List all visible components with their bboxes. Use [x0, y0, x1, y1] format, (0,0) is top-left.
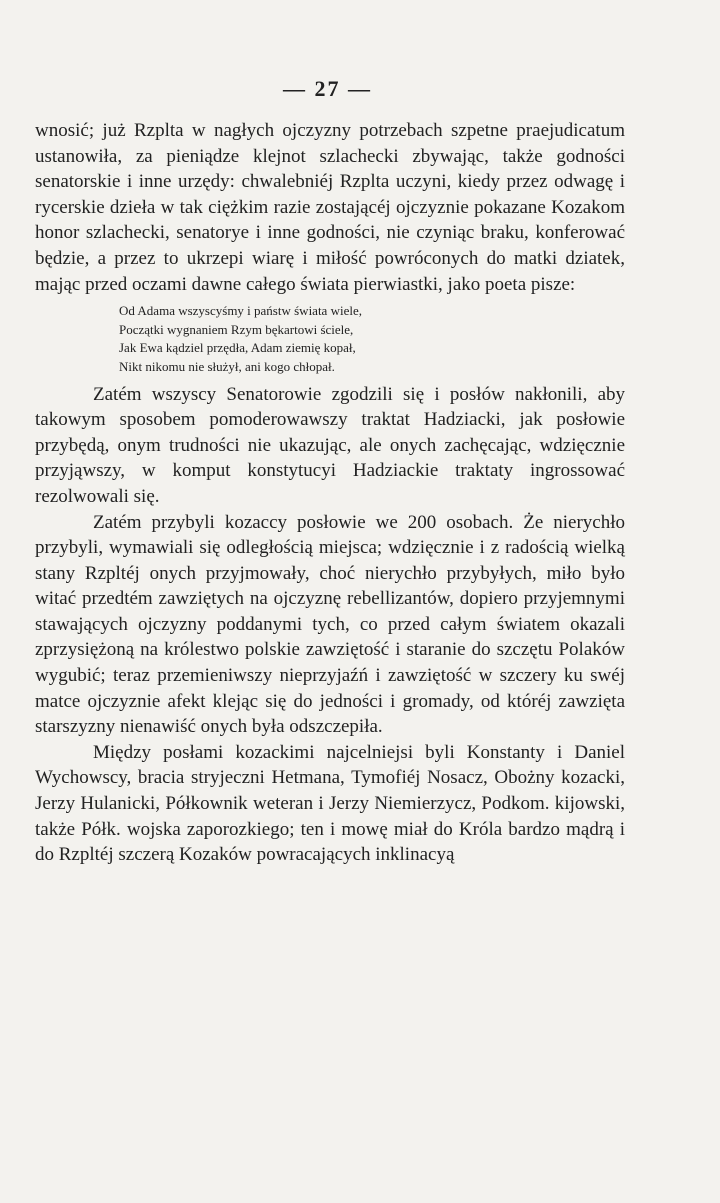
poem-line: Od Adama wszyscyśmy i państw świata wiele, [119, 303, 362, 319]
poem-line: Początki wygnaniem Rzym bękartowi ściele, [119, 321, 354, 337]
paragraph-continuation: wnosić; już Rzplta w nagłych ojczyzny potrzebach szpetne praejudicatum ustanowiła, za pieniądze klejnot szlachecki zbywając, także godności senatorskie i inne urzędy: chwalebniéj Rzplta uczyni, kiedy przez odwagę i rycerskie dzieła w tak ciężkim razie zostającéj ojczyznie pokazane Kozakom honor szlachecki, senatorye i inne godności, nie czyniąc braku, konferować będzie, a przez to ukrzepi wiarę i miłość powróconych do matki dziatek, mając przed oczami dawne całego świata pierwiastki, jako poeta pisze: [35, 120, 625, 295]
paragraph-envoys-arrival: Zatém przybyli kozaccy posłowie we 200 osobach. Że nierychło przybyli, wymawiali się odległością miejsca; wdzięcznie i z radością wielką stany Rzpltéj onych przyjmowały, choć nierychło przybyłych, miło było witać przedtém zawziętych na ojczyznę rebellizantów, dopiero przyjemnymi stawających ojczyzny poddanymi tych, co przed całym światem okazali zprzysiężoną na królestwo polskie zawziętość i staranie do szczętu Polaków wygubić; teraz przemieniwszy nieprzyjaźń i zawziętość w szczery ku swéj matce ojczyznie afekt klejąc się do jedności i gromady, od któréj zawzięta starszyzny nienawiść onych była odszczepiła. [35, 511, 625, 738]
paragraph-cossack-envoys: Między posłami kozackimi najcelniejsi byli Konstanty i Daniel Wychowscy, bracia stryjeczni Hetmana, Tymofiéj Nosacz, Obożny kozacki, Jerzy Hulanicki, Półkownik weteran i Jerzy Niemierzycz, Podkom. kijowski, także Półk. wojska zaporozkiego; ten i mowę miał do Króla bardzo mądrą i do Rzpltéj szczerą Kozaków powracających inklinacyą [35, 741, 625, 866]
poem-line: Nikt nikomu nie służył, ani kogo chłopał. [119, 358, 335, 374]
poem-line: Jak Ewa kądziel przędła, Adam ziemię kopał, [119, 340, 356, 356]
text-block [35, 118, 625, 868]
paragraph-senators: Zatém wszyscy Senatorowie zgodzili się i posłów nakłonili, aby takowym sposobem pomoderowawszy traktat Hadziacki, jak posłowie przybędą, onym trudności nie ukazując, ale onych zachęcając, wdzięcznie przyjąwszy, w komput konstytucyi Hadziackie traktaty ingrossować rezolwowali się. [35, 383, 625, 507]
poem-quote [119, 302, 625, 376]
page-number: — 27 — [283, 76, 372, 101]
